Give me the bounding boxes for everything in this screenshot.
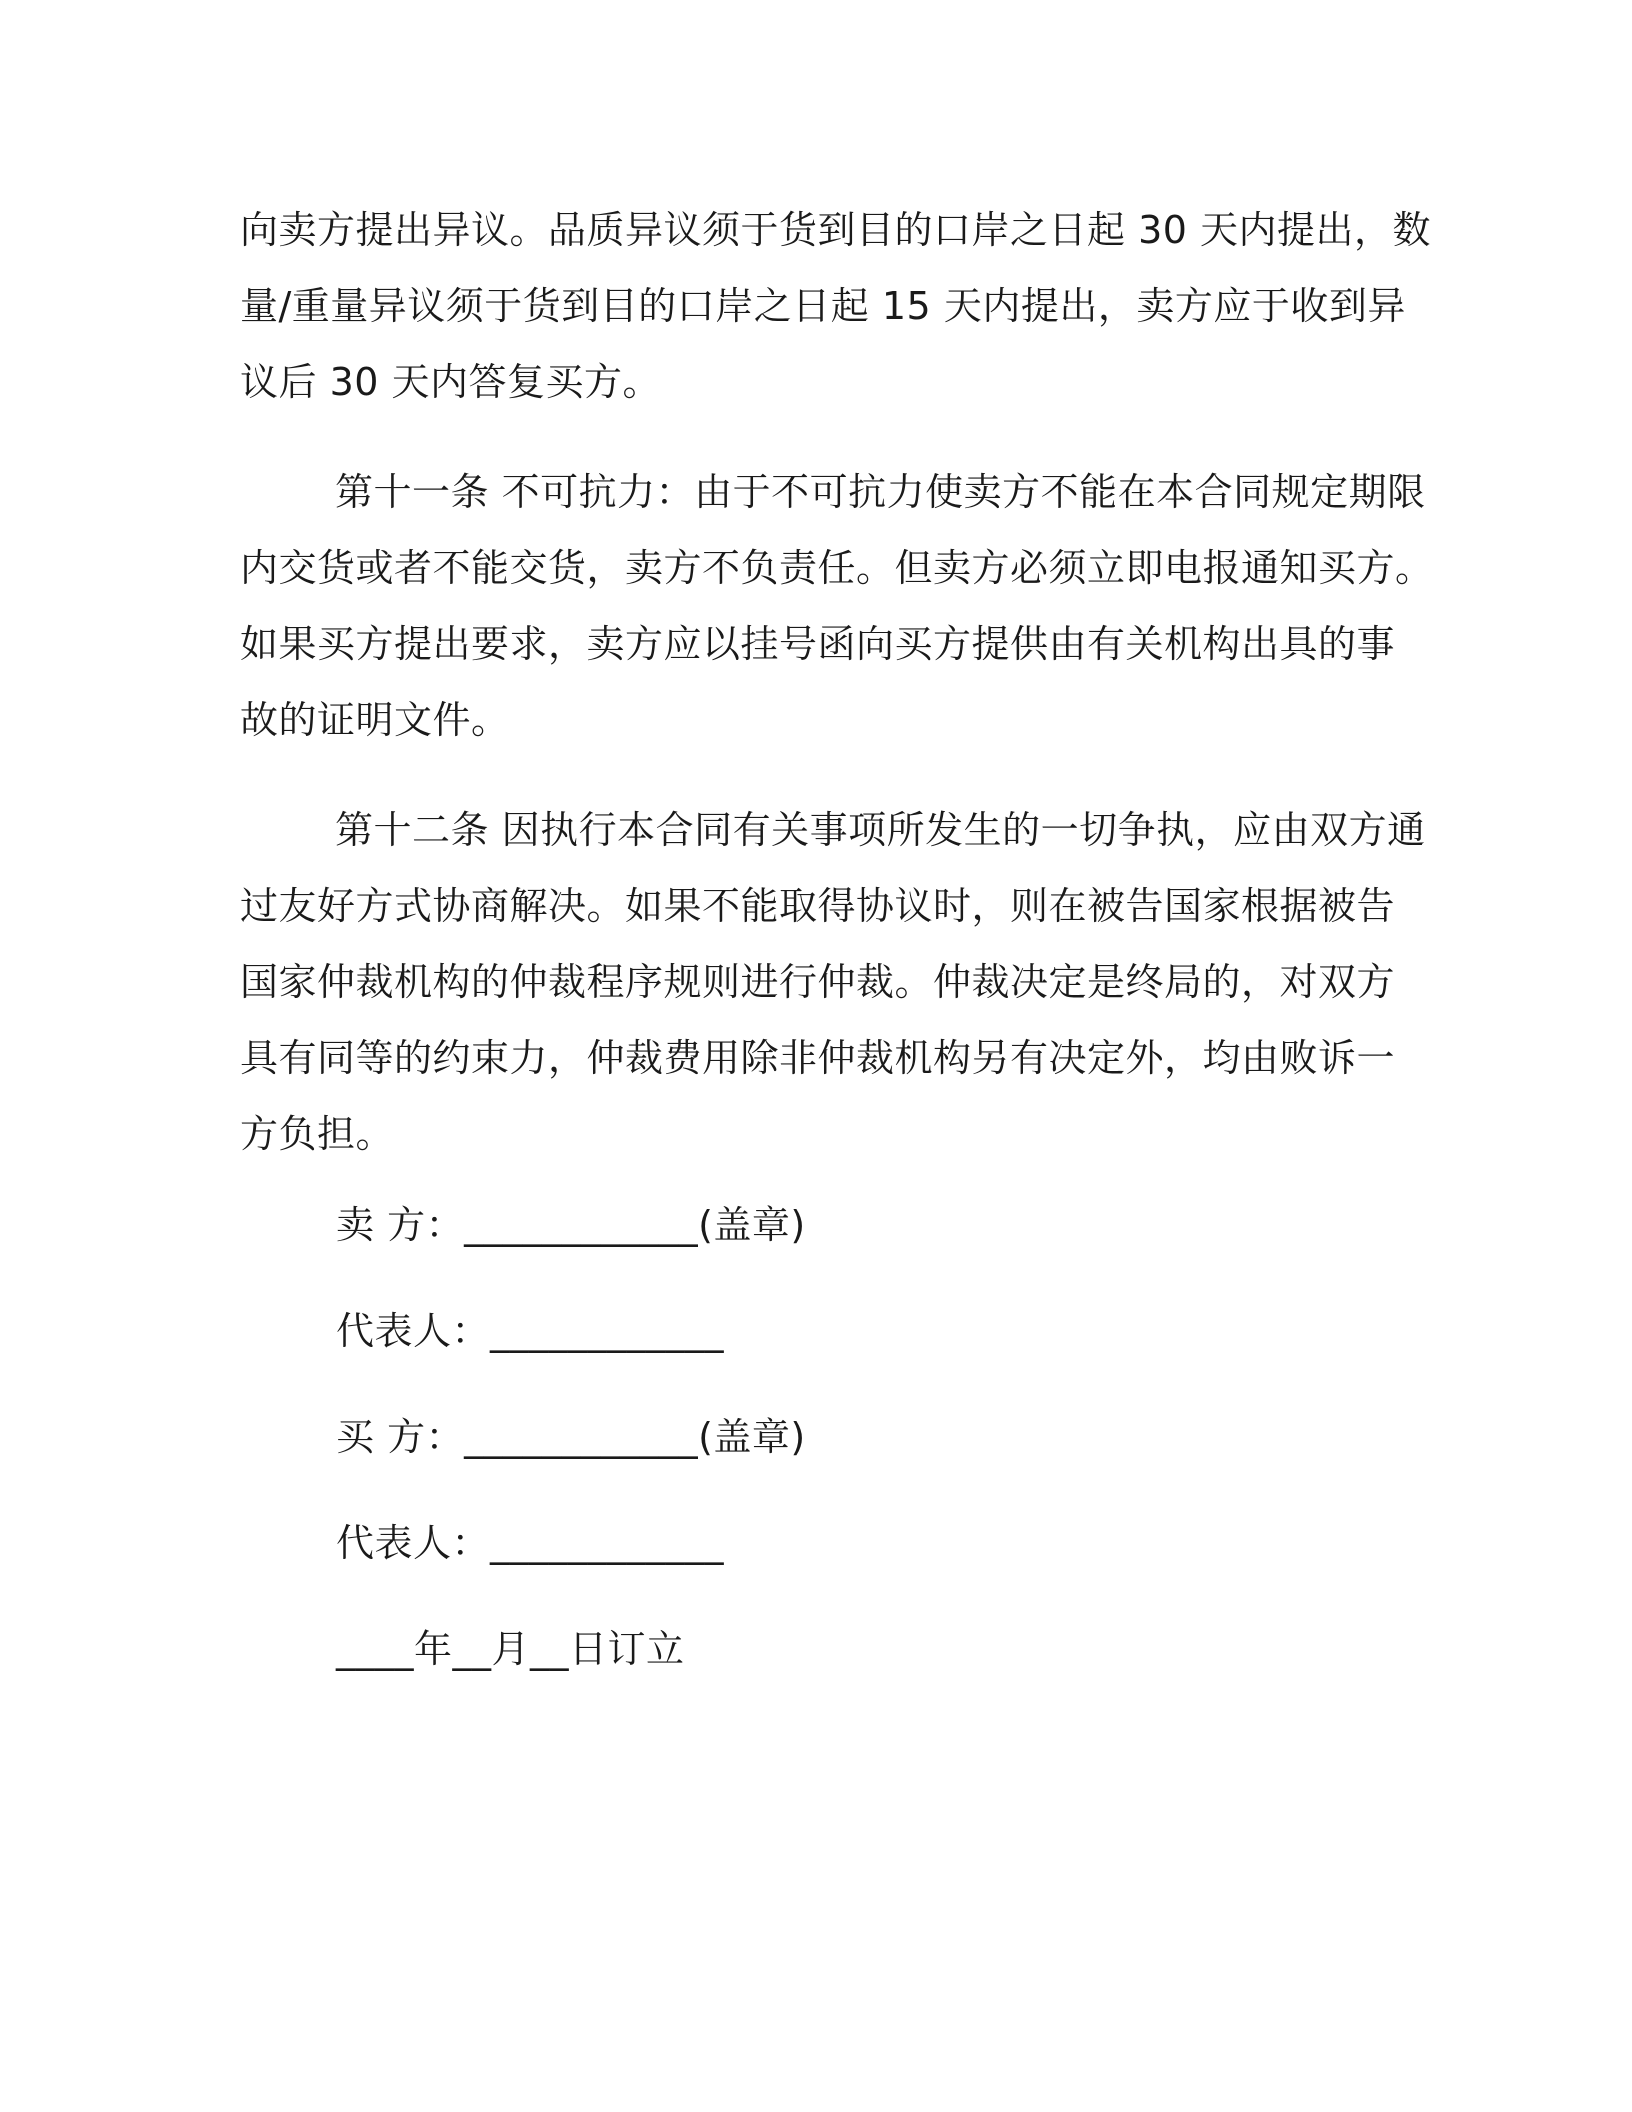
text-line-first: [240, 792, 1426, 868]
signing-date-line: ____年__月__日订立: [336, 1627, 685, 1671]
text-line: 向卖方提出异议。品质异议须于货到目的口岸之日起 30 天内提出，数: [240, 208, 1432, 252]
seller-signature-line: 卖 方：____________(盖章): [336, 1203, 806, 1247]
document-page: [240, 192, 1434, 1730]
text-line-first: [240, 454, 1426, 530]
article-11-force-majeure: [240, 454, 1434, 758]
text-line: 国家仲裁机构的仲裁程序规则进行仲裁。仲裁决定是终局的，对双方: [240, 960, 1396, 1004]
article-12-arbitration: [240, 792, 1426, 1172]
article-11-heading-line: 第十一条 不可抗力：由于不可抗力使卖方不能在本合同规定期限: [335, 470, 1426, 514]
text-line: 内交货或者不能交货，卖方不负责任。但卖方必须立即电报通知买方。: [240, 546, 1434, 590]
text-line: 故的证明文件。: [240, 698, 510, 742]
text-line: 如果买方提出要求，卖方应以挂号函向买方提供由有关机构出具的事: [240, 622, 1396, 666]
text-line: 方负担。: [240, 1112, 395, 1156]
article-12-heading-line: 第十二条 因执行本合同有关事项所发生的一切争执，应由双方通: [335, 808, 1426, 852]
text-line: 量/重量异议须于货到目的口岸之日起 15 天内提出，卖方应于收到异: [240, 284, 1406, 328]
buyer-representative-line: 代表人：____________: [336, 1521, 725, 1565]
signature-block: [336, 1200, 1416, 1674]
text-line: 过友好方式协商解决。如果不能取得协议时，则在被告国家根据被告: [240, 884, 1396, 928]
seller-representative-line: 代表人：____________: [336, 1309, 725, 1353]
buyer-signature-line: 买 方：____________(盖章): [336, 1415, 806, 1459]
clause-10-continuation: [240, 192, 1432, 420]
text-line: 议后 30 天内答复买方。: [240, 360, 662, 404]
text-line: 具有同等的约束力，仲裁费用除非仲裁机构另有决定外，均由败诉一: [240, 1036, 1396, 1080]
